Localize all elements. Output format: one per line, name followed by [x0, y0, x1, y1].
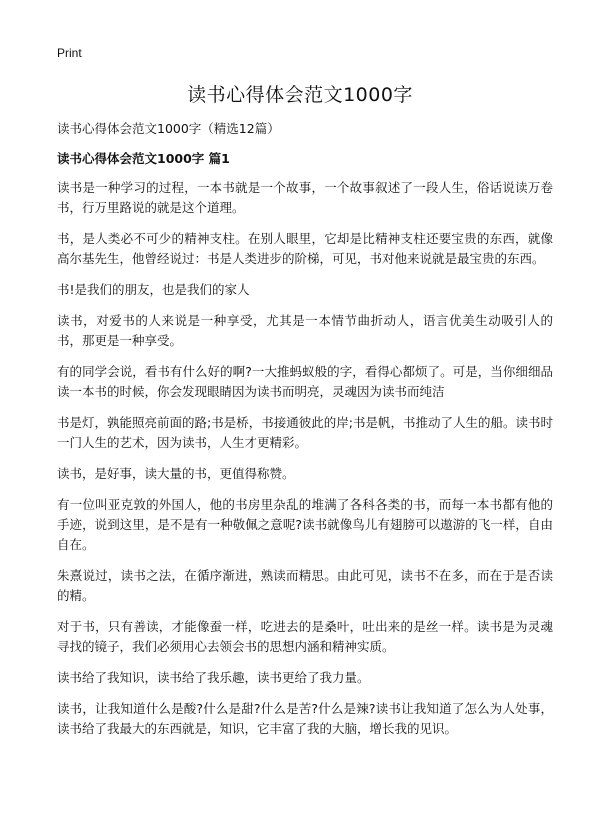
- paragraph: 有的同学会说，看书有什么好的啊?一大推蚂蚁般的字，看得心都烦了。可是，当你细细品读一本书的时候，你会发现眼睛因为读书而明亮，灵魂因为读书而纯洁: [57, 364, 553, 399]
- paragraph: 有一位叫亚克敦的外国人，他的书房里杂乱的堆满了各科各类的书，而每一本书都有他的手迹，说到这里，是不是有一种敬佩之意呢?读书就像鸟儿有翅膀可以遨游的飞一样，自由自在。: [57, 497, 553, 552]
- paragraph: 书是灯，孰能照亮前面的路;书是桥，书接通彼此的岸;书是帆，书推动了人生的船。读书时一门人生的艺术，因为读书，人生才更精彩。: [57, 415, 553, 450]
- page-title: 读书心得体会范文1000字: [187, 84, 413, 106]
- section-heading: 读书心得体会范文1000字 篇1: [57, 151, 230, 166]
- paragraph: 读书，是好事，读大量的书，更值得称赞。: [57, 466, 295, 481]
- article-subtitle: 读书心得体会范文1000字（精选12篇）: [57, 121, 280, 136]
- paragraph: 读书，让我知道什么是酸?什么是甜?什么是苦?什么是辣?读书让我知道了怎么为人处事，读书给了我最大的东西就是，知识，它丰富了我的大脑，增长我的见识。: [57, 701, 553, 736]
- paragraph: 书!是我们的朋友，也是我们的家人: [57, 282, 250, 297]
- article-body: [57, 120, 553, 750]
- paragraph: 对于书，只有善读，才能像蚕一样，吃进去的是桑叶，吐出来的是丝一样。读书是为灵魂寻找的镜子，我们必须用心去领会书的思想内涵和精神实质。: [57, 619, 553, 654]
- paragraph: 朱熹说过，读书之法，在循序渐进，熟读而精思。由此可见，读书不在多，而在于是否读的精。: [57, 568, 553, 603]
- paragraph: 读书，对爱书的人来说是一种享受，尤其是一本情节曲折动人，语言优美生动吸引人的书，那更是一种享受。: [57, 313, 553, 348]
- paragraph: 读书是一种学习的过程，一本书就是一个故事，一个故事叙述了一段人生，俗话说读万卷书，行万里路说的就是这个道理。: [57, 180, 553, 215]
- paragraph: 读书给了我知识，读书给了我乐趣，读书更给了我力量。: [57, 670, 370, 685]
- print-link[interactable]: Print: [57, 46, 82, 60]
- paragraph: 书，是人类必不可少的精神支柱。在别人眼里，它却是比精神支柱还要宝贵的东西，就像高尔基先生，他曾经说过：书是人类进步的阶梯，可见，书对他来说就是最宝贵的东西。: [57, 231, 553, 266]
